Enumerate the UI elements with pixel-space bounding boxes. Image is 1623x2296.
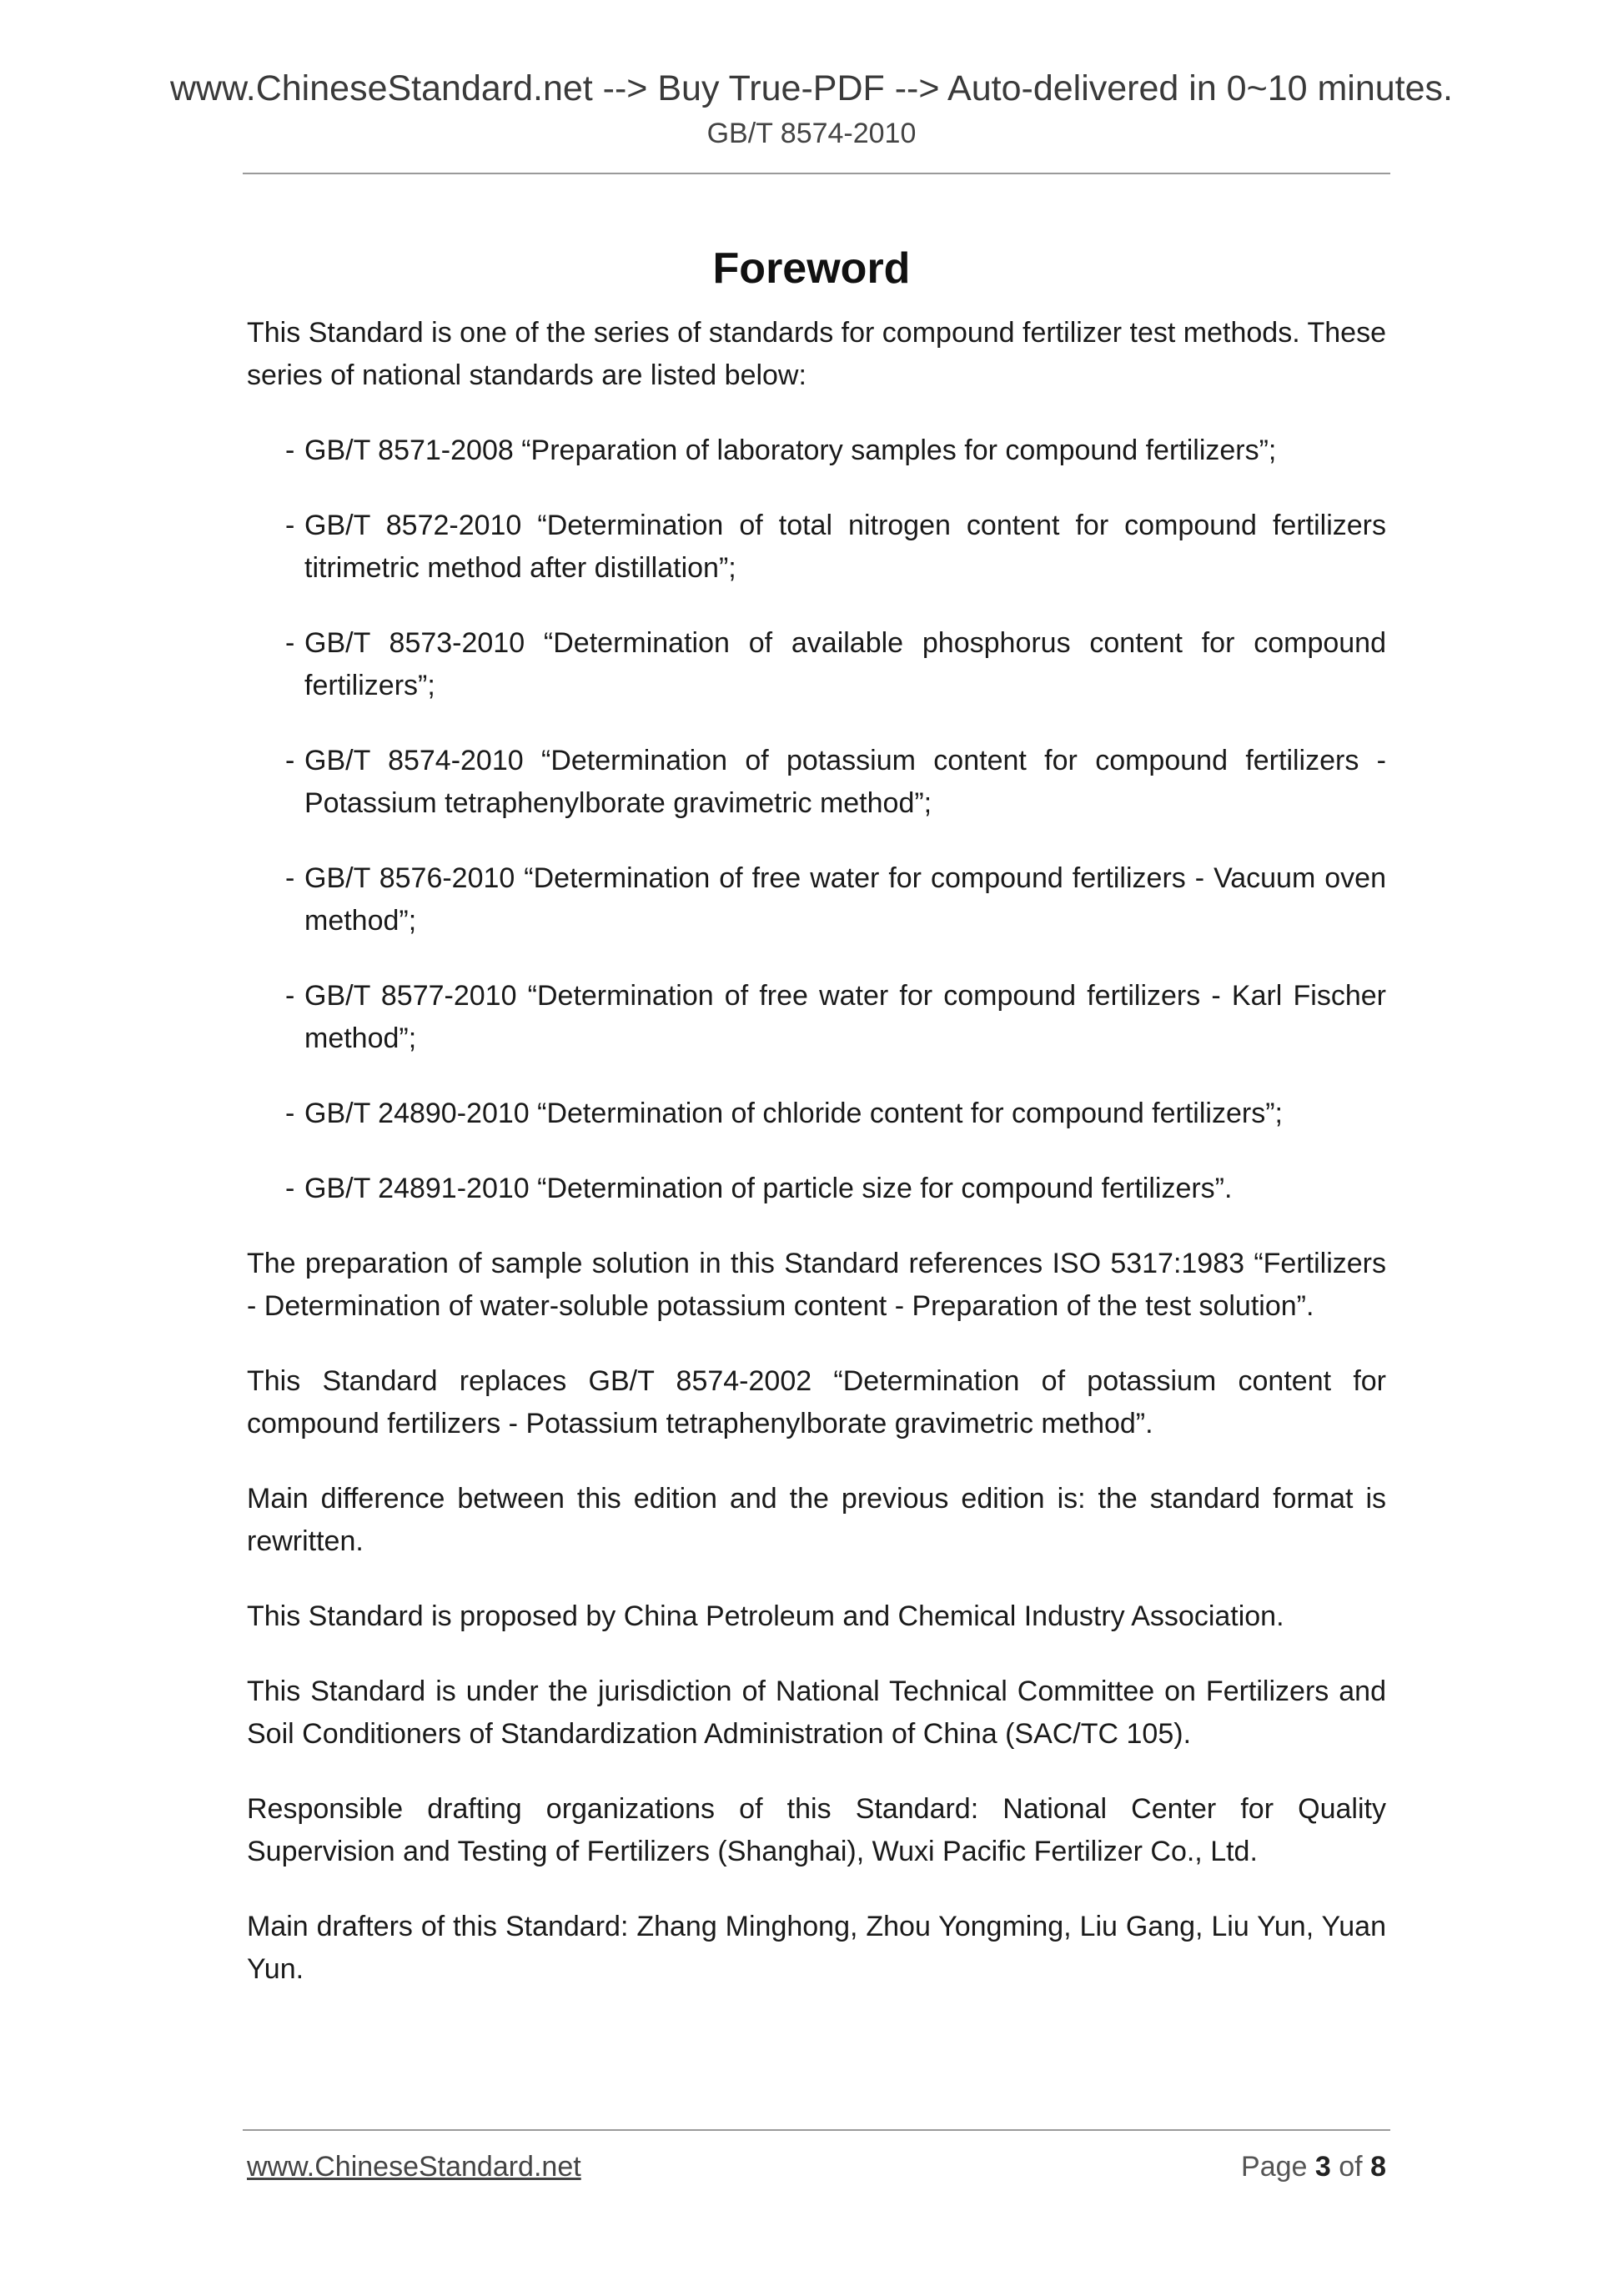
main-difference-paragraph: Main difference between this edition and the previous edition is: the standard format is rewritten. — [247, 1483, 1386, 1557]
page-indicator — [1241, 2147, 1386, 2187]
list-item-text: GB/T 24891-2010 “Determination of particle size for compound fertilizers”. — [304, 1173, 1233, 1204]
header-banner: www.ChineseStandard.net --> Buy True-PDF --> Auto-delivered in 0~10 minutes. — [169, 68, 1453, 108]
list-item — [247, 857, 1386, 942]
document-code: GB/T 8574-2010 — [706, 118, 917, 149]
list-item-text: GB/T 8576-2010 “Determination of free water for compound fertilizers - Vacuum oven method”; — [304, 862, 1386, 937]
iso-reference-paragraph: The preparation of sample solution in this Standard references ISO 5317:1983 “Fertilizers - Determination of water-soluble potassium content - Preparation of the test solution”. — [247, 1248, 1386, 1322]
standards-list — [247, 430, 1386, 1210]
list-item — [247, 622, 1386, 707]
drafting-organizations-paragraph: Responsible drafting organizations of this Standard: National Center for Quality Supervision and Testing of Fertilizers (Shanghai), Wuxi Pacific Fertilizer Co., Ltd. — [247, 1793, 1386, 1867]
list-item-text: GB/T 8572-2010 “Determination of total nitrogen content for compound fertilizers titrimetric method after distillation”; — [304, 510, 1386, 584]
list-item — [247, 1093, 1386, 1135]
list-item-text: GB/T 24890-2010 “Determination of chloride content for compound fertilizers”; — [304, 1098, 1283, 1129]
list-item — [247, 1168, 1386, 1210]
list-item — [247, 975, 1386, 1060]
page-current: 3 — [1314, 2151, 1331, 2183]
list-item — [247, 430, 1386, 472]
header-divider — [243, 173, 1390, 174]
replaces-paragraph: This Standard replaces GB/T 8574-2002 “Determination of potassium content for compound fertilizers - Potassium tetraphenylborate gravimetric method”. — [247, 1365, 1386, 1439]
list-item-text: GB/T 8577-2010 “Determination of free water for compound fertilizers - Karl Fischer method”; — [304, 980, 1386, 1054]
document-body — [247, 312, 1386, 2023]
page-of: of — [1339, 2151, 1363, 2183]
intro-paragraph: This Standard is one of the series of standards for compound fertilizer test methods. These series of national standards are listed below: — [247, 317, 1386, 391]
proposed-by-paragraph: This Standard is proposed by China Petroleum and Chemical Industry Association. — [247, 1600, 1284, 1632]
footer-website-link[interactable]: www.ChineseStandard.net — [247, 2151, 581, 2183]
list-dash: - — [285, 627, 295, 659]
list-dash: - — [285, 1173, 295, 1204]
list-dash: - — [285, 980, 295, 1012]
list-item — [247, 740, 1386, 825]
list-dash: - — [285, 862, 295, 894]
list-dash: - — [285, 745, 295, 776]
list-dash: - — [285, 510, 295, 541]
list-dash: - — [285, 435, 295, 466]
list-item-text: GB/T 8573-2010 “Determination of available phosphorus content for compound fertilizers”; — [304, 627, 1386, 701]
page-total: 8 — [1370, 2151, 1386, 2183]
drafters-paragraph: Main drafters of this Standard: Zhang Minghong, Zhou Yongming, Liu Gang, Liu Yun, Yuan Yun. — [247, 1911, 1386, 1985]
list-item-text: GB/T 8571-2008 “Preparation of laboratory samples for compound fertilizers”; — [304, 435, 1277, 466]
list-item — [247, 505, 1386, 590]
footer-divider — [243, 2129, 1390, 2131]
page-label: Page — [1241, 2151, 1308, 2183]
list-dash: - — [285, 1098, 295, 1129]
jurisdiction-paragraph: This Standard is under the jurisdiction of National Technical Committee on Fertilizers and Soil Conditioners of Standardization Administration of China (SAC/TC 105). — [247, 1676, 1386, 1750]
list-item-text: GB/T 8574-2010 “Determination of potassium content for compound fertilizers - Potassium tetraphenylborate gravimetric method”; — [304, 745, 1386, 819]
page-title: Foreword — [712, 244, 911, 293]
